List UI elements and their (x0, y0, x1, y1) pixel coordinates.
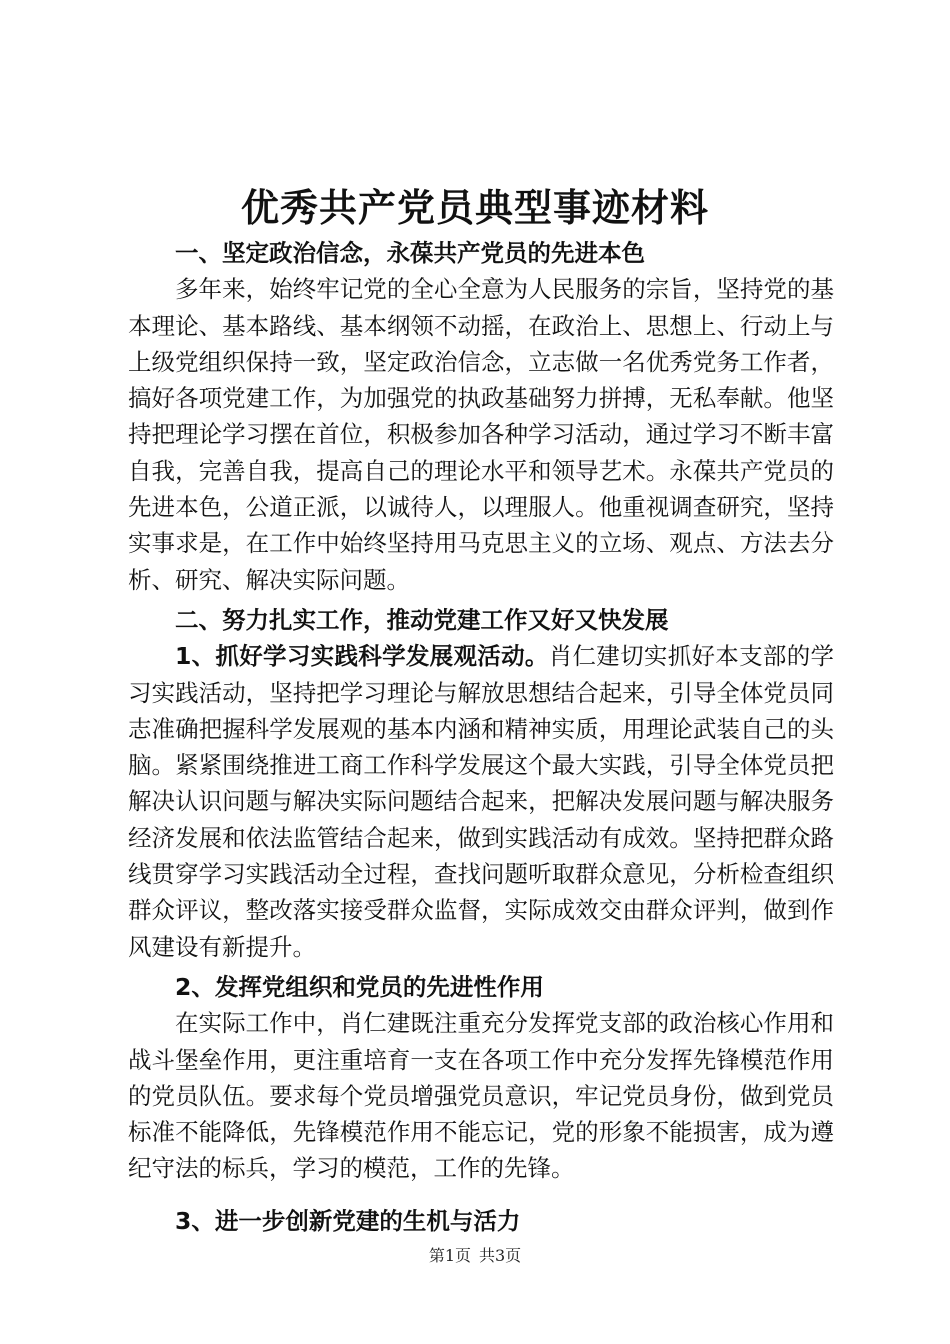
section1-heading: 一、坚定政治信念，永葆共产党员的先进本色 (175, 239, 645, 267)
section1-paragraph: 多年来，始终牢记党的全心全意为人民服务的宗旨，坚持党的基本理论、基本路线、基本纲领不动摇，在政治上、思想上、行动上与上级党组织保持一致，坚定政治信念，立志做一名优秀党务工作者，搞好各项党建工作，为加强党的执政基础努力拼搏，无私奉献。他坚持把理论学习摆在首位，积极参加各种学习活动，通过学习不断丰富自我，完善自我，提高自己的理论水平和领导艺术。永葆共产党员的先进本色，公道正派，以诚待人，以理服人。他重视调查研究，坚持实事求是，在工作中始终坚持用马克思主义的立场、观点、方法去分析、研究、解决实际问题。 (128, 275, 834, 594)
document-title: 优秀共产党员典型事迹材料 (240, 185, 709, 230)
page-number: 第1页 (428, 1246, 471, 1265)
section2-item1-text: 肖仁建切实抓好本支部的学习实践活动，坚持把学习理论与解放思想结合起来，引导全体党员同志准确把握科学发展观的基本内涵和精神实质，用理论武装自己的头脑。紧紧围绕推进工商工作科学发展这个最大实践，引导全体党员把解决认识问题与解决实际问题结合起来，把解决发展问题与解决服务经济发展和依法监管结合起来，做到实践活动有成效。坚持把群众路线贯穿学习实践活动全过程，查找问题听取群众意见，分析检查组织群众评议，整改落实接受群众监督，实际成效交由群众评判，做到作风建设有新提升。 (128, 642, 835, 961)
document-body (128, 235, 834, 1239)
page-footer (0, 1245, 950, 1267)
section2-heading: 二、努力扎实工作，推动党建工作又好又快发展 (175, 605, 669, 634)
section2-item3-heading: 3、进一步创新党建的生机与活力 (175, 1206, 521, 1235)
section2-item2-paragraph: 在实际工作中，肖仁建既注重充分发挥党支部的政治核心作用和战斗堡垒作用，更注重培育一支在各项工作中充分发挥先锋模范作用的党员队伍。要求每个党员增强党员意识，牢记党员身份，做到党员标准不能降低，先锋模范作用不能忘记，党的形象不能损害，成为遵纪守法的标兵，学习的模范，工作的先锋。 (128, 1009, 834, 1183)
section2-item1-lead: 1、抓好学习实践科学发展观活动。 (175, 642, 549, 671)
section2-item2-heading: 2、发挥党组织和党员的先进性作用 (175, 972, 544, 1001)
section2-item1-paragraph (128, 638, 834, 965)
page-total: 共3页 (479, 1246, 522, 1265)
